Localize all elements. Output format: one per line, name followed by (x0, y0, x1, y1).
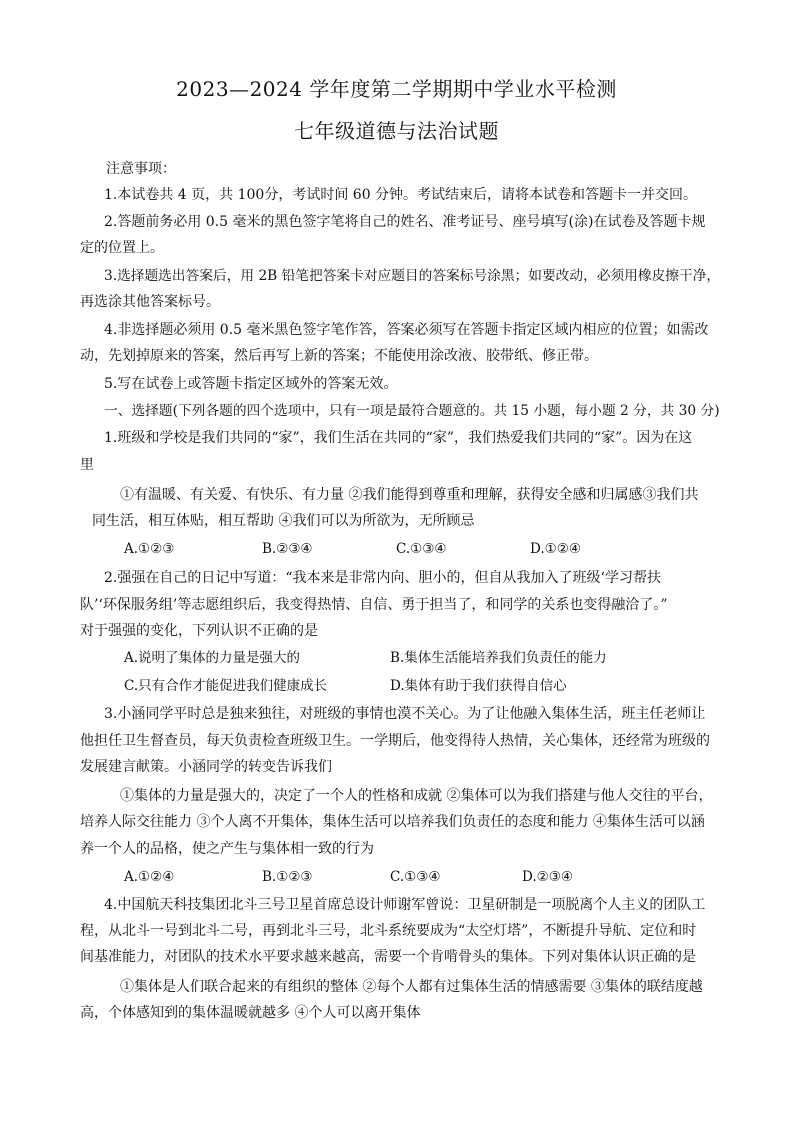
notice-item-3-cont: 再选涂其他答案标号。 (80, 294, 220, 310)
q1-option-b[interactable]: B.②③④ (262, 541, 313, 557)
exam-subtitle: 七年级道德与法治试题 (294, 119, 499, 143)
q4-stem: 4.中国航天科技集团北斗三号卫星首席总设计师谢军曾说：卫星研制是一项脱离个人主义的团队工 (104, 897, 706, 913)
q1-items-cont: 同生活，相互体贴，相互帮助 ④我们可以为所欲为，无所顾忌 (92, 513, 475, 529)
q4-items-cont: 高，个体感知到的集体温暖就越多 ④个人可以离开集体 (80, 1005, 421, 1021)
q3-stem: 3.小涵同学平时总是独来独往，对班级的事情也漠不关心。为了让他融入集体生活，班主任老师让 (104, 706, 706, 722)
q1-stem-cont: 里 (80, 457, 94, 473)
q3-stem-cont: 他担任卫生督查员，每天负责检查班级卫生。一学期后，他变得待人热情，关心集体，还经常为班级的 (80, 733, 710, 749)
q2-stem-cont: 队’‘环保服务组’等志愿组织后，我变得热情、自信、勇于担当了，和同学的关系也变得融洽了。” (80, 597, 668, 613)
notice-item-5: 5.写在试卷上或答题卡指定区域外的答案无效。 (104, 376, 398, 392)
q1-items: ①有温暖、有关爱、有快乐、有力量 ②我们能得到尊重和理解，获得安全感和归属感③我们共 (120, 487, 699, 503)
q2-stem: 2.强强在自己的日记中写道：“我本来是非常内向、胆小的，但自从我加入了班级‘学习帮扶 (104, 570, 661, 586)
q2-option-b[interactable]: B.集体生活能培养我们负责任的能力 (390, 650, 607, 666)
notice-item-4-cont: 动，先划掉原来的答案，然后再写上新的答案；不能使用涂改液、胶带纸、修正带。 (80, 348, 598, 364)
q3-items-cont-2: 养一个人的品格，使之产生与集体相一致的行为 (80, 841, 374, 857)
q2-option-c[interactable]: C.只有合作才能促进我们健康成长 (124, 678, 328, 694)
q2-option-d[interactable]: D.集体有助于我们获得自信心 (390, 678, 567, 694)
notice-item-2: 2.答题前务必用 0.5 毫米的黑色签字笔将自己的姓名、准考证号、座号填写(涂)在试卷及答题卡规 (104, 214, 706, 230)
q3-option-c[interactable]: C.①③④ (390, 869, 441, 885)
notice-item-1: 1.本试卷共 4 页，共 100分，考试时间 60 分钟。考试结束后，请将本试卷和答题卡一并交回。 (104, 187, 698, 203)
q4-stem-cont: 程，从北斗一号到北斗二号，再到北斗三号，北斗系统要成为“太空灯塔”，不断提升导航、定位和时 (80, 923, 697, 939)
q1-option-d[interactable]: D.①②④ (530, 541, 581, 557)
notice-item-4: 4.非选择题必须用 0.5 毫米黑色签字笔作答，答案必须写在答题卡指定区域内相应的位置；如需改 (104, 322, 709, 338)
q4-stem-cont-2: 间基准能力，对团队的技术水平要求越来越高，需要一个肯啃骨头的集体。下列对集体认识正确的是 (80, 949, 696, 965)
q2-option-a[interactable]: A.说明了集体的力量是强大的 (124, 650, 301, 666)
notice-heading: 注意事项： (106, 161, 176, 177)
q1-option-a[interactable]: A.①②③ (124, 541, 175, 557)
q4-items: ①集体是人们联合起来的有组织的整体 ②每个人都有过集体生活的情感需要 ③集体的联结度越 (120, 979, 703, 995)
q3-option-b[interactable]: B.①②③ (262, 869, 313, 885)
q3-items: ①集体的力量是强大的，决定了一个人的性格和成就 ②集体可以为我们搭建与他人交往的平台， (120, 788, 713, 804)
q1-stem: 1.班级和学校是我们共同的“家”，我们生活在共同的“家”，我们热爱我们共同的“家”。因为在这 (104, 430, 693, 446)
q2-stem-cont-2: 对于强强的变化，下列认识不正确的是 (80, 623, 318, 639)
q3-option-a[interactable]: A.①②④ (124, 869, 175, 885)
q3-stem-cont-2: 发展建言献策。小涵同学的转变告诉我们 (80, 759, 332, 775)
notice-item-2-cont: 定的位置上。 (80, 240, 164, 256)
q1-option-c[interactable]: C.①③④ (396, 541, 447, 557)
section-heading: 一、选择题(下列各题的四个选项中，只有一项是最符合题意的。共 15 小题，每小题 2 分，共 30 分) (104, 403, 720, 419)
q3-items-cont: 培养人际交往能力 ③个人离不开集体，集体生活可以培养我们负责任的态度和能力 ④集体生活可以涵 (80, 814, 705, 830)
q3-option-d[interactable]: D.②③④ (522, 869, 573, 885)
exam-title: 2023—2024 学年度第二学期期中学业水平检测 (176, 77, 617, 101)
notice-item-3: 3.选择题选出答案后，用 2B 铅笔把答案卡对应题目的答案标号涂黑；如要改动，必须用橡皮擦干净， (104, 268, 721, 284)
